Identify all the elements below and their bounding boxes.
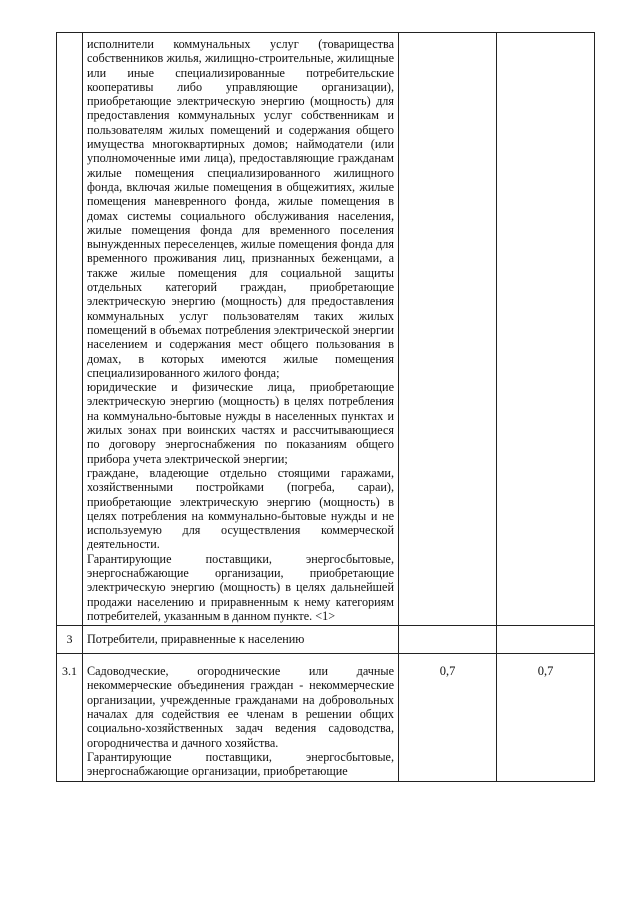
value-1 (399, 33, 496, 43)
table-row (57, 33, 595, 626)
row-number-cell (57, 654, 83, 781)
row-description-cell (83, 654, 399, 781)
paragraph: Садоводческие, огороднические или дачные некоммерческие объединения граждан - некоммерческие организации, учрежденные гражданами на добровольных началах для содействия ее членам в решении общих социально-хозяйственных задач ведения садоводства, огородничества и дачного хозяйства. (87, 664, 394, 750)
value-cell-1 (399, 33, 497, 626)
row-number: 3.1 (62, 664, 77, 679)
row-number-cell (57, 626, 83, 654)
row-description-cell (83, 33, 399, 626)
value-2 (497, 33, 594, 43)
row-description (83, 33, 398, 625)
row-description-cell (83, 626, 399, 654)
value-1: 0,7 (439, 664, 456, 679)
row-description (83, 626, 398, 652)
row-description (83, 654, 398, 780)
value-2: 0,7 (537, 664, 554, 679)
value-2 (497, 626, 594, 636)
table-row (57, 626, 595, 654)
paragraph: Гарантирующие поставщики, энергосбытовые, энергоснабжающие организации, приобретающие электрическую энергию (мощность) в целях дальнейшей продажи населению и приравненным к нему категориям потребителей, указанным в данном пункте. <1> (87, 551, 394, 623)
value-cell-2 (497, 626, 595, 654)
paragraph: граждане, владеющие отдельно стоящими гаражами, хозяйственными постройками (погреба, сараи), приобретающие электрическую энергию (мощность) в целях потребления на коммунально-бытовые нужды и не используемую для осуществления коммерческой деятельности. (87, 465, 394, 552)
paragraph: юридические и физические лица, приобретающие электрическую энергию (мощность) в целях потребления на коммунально-бытовые нужды в населенных пунктах и жилых зонах при воинских частях и рассчитывающиеся по договору энергоснабжения по показаниям общего прибора учета электрической энергии; (87, 380, 394, 466)
paragraph: Потребители, приравненные к населению (87, 632, 305, 647)
value-cell-2 (497, 654, 595, 781)
row-number-cell (57, 33, 83, 626)
table-row (57, 654, 595, 781)
tariff-table (56, 32, 595, 782)
value-cell-2 (497, 33, 595, 626)
value-cell-1 (399, 654, 497, 781)
paragraph: исполнители коммунальных услуг (товарищества собственников жилья, жилищно-строительные, жилищные или иные специализированные потребительские кооперативы либо управляющие организации), приобретающие электрическую энергию (мощность) для предоставления коммунальных услуг собственникам и пользователям жилых помещений и содержания общего имущества многоквартирных домов; наймодатели (или уполномоченные ими лица), предоставляющие гражданам жилые помещения специализированного жилищного фонда, включая жилые помещения в общежитиях, жилые помещения маневренного фонда, жилые помещения в домах системы социального обслуживания населения, жилые помещения фонда для временного поселения вынужденных переселенцев, жилые помещения фонда для временного проживания лиц, признанных беженцами, а также жилые помещения для социальной защиты отдельных категорий граждан, приобретающие электрическую энергию (мощность) для предоставления коммунальных услуг пользователям таких жилых помещений в объемах потребления электрической энергии населением и содержания мест общего пользования в домах, в которых имеются жилые помещения специализированного жилого фонда; (87, 37, 394, 380)
value-1 (399, 626, 496, 636)
value-cell-1 (399, 626, 497, 654)
row-number (57, 33, 82, 43)
row-number: 3 (66, 632, 73, 647)
paragraph: Гарантирующие поставщики, энергосбытовые, энергоснабжающие организации, приобретающие (87, 749, 394, 779)
